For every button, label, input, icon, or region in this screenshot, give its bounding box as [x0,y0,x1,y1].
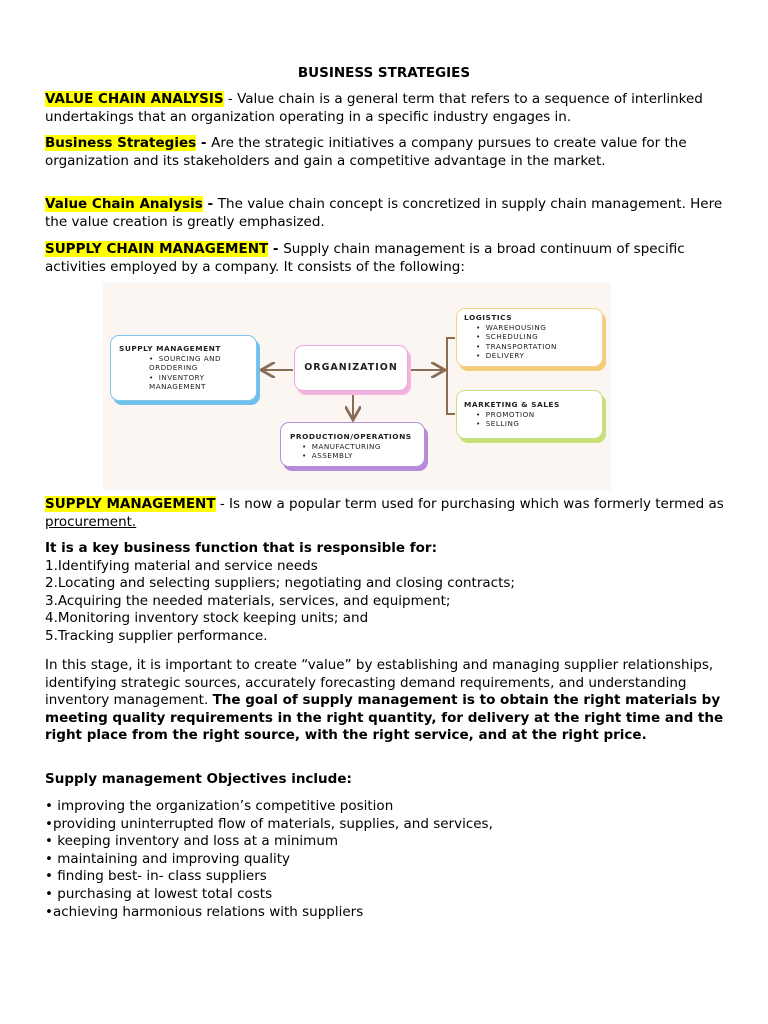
list-item: • finding best- in- class suppliers [45,868,267,885]
definition-dash: - [202,196,218,212]
definition-text: Are the strategic initiatives a company pursues to create value for the organization and its stakeholders and gain a competitive advantage in the market. [45,135,687,169]
definition-text: - Is now a popular term used for purchasing which was formerly termed as [215,496,724,512]
list-item: 3.Acquiring the needed materials, services, and equipment; [45,592,451,609]
stage-paragraph [45,657,735,745]
stage-text: In this stage, it is important to create “value” by establishing and managing supplier relationships, identifying strategic sources, accurately forecasting demand requirements, and understanding inventory management. [45,657,714,709]
list-item: 2.Locating and selecting suppliers; negotiating and closing contracts; [45,575,515,592]
box-item: • ASSEMBLY [302,451,415,461]
box-item: • SELLING [476,419,595,429]
procurement-term: procurement. [45,513,137,530]
value-chain-analysis-definition [45,196,735,231]
box-item: • SOURCING AND ORDDERING [149,354,248,373]
supply-chain-diagram [103,283,611,490]
marketing-sales-box [456,390,603,439]
box-items [464,323,595,361]
list-item: •achieving harmonious relations with suppliers [45,903,364,920]
branch-bracket [447,338,455,414]
logistics-box [456,308,603,367]
list-item: • keeping inventory and loss at a minimum [45,833,339,850]
box-item: • PROMOTION [476,410,595,420]
organization-box: ORGANIZATION [294,345,408,391]
definition-text: The value chain concept is concretized in supply chain management. Here the value creation is greatly emphasized. [45,196,723,230]
stage-goal: The goal of supply management is to obtain the right materials by meeting quality requirements in the right quantity, for delivery at the right time and the right place from the right source, with the right service, and at the right price. [45,692,724,744]
business-strategies-definition [45,135,735,170]
list-item: • maintaining and improving quality [45,850,291,867]
definition-dash: - [196,135,212,151]
box-item: • SCHEDULING [476,332,595,342]
objectives-heading: Supply management Objectives include: [45,771,352,787]
box-items [464,410,595,429]
box-item: • INVENTORY MANAGEMENT [149,373,248,392]
highlighted-term: SUPPLY CHAIN MANAGEMENT [45,241,269,257]
list-item: •providing uninterrupted flow of materials, supplies, and services, [45,815,493,832]
highlighted-term: Business Strategies [45,135,197,151]
supply-management-box [110,335,257,401]
box-heading: PRODUCTION/OPERATIONS [290,432,412,441]
box-heading: SUPPLY MANAGEMENT [119,344,221,353]
value-chain-definition [45,91,735,126]
list-item: • improving the organization’s competitive position [45,798,394,814]
definition-text: Supply chain management is a broad continuum of specific activities employed by a company. It consists of the following: [45,241,685,275]
definition-dash: - [268,241,284,257]
box-heading: LOGISTICS [464,313,513,322]
production-operations-box [280,422,425,467]
box-items [119,354,248,392]
highlighted-term: Value Chain Analysis [45,196,203,212]
function-list [45,558,735,646]
definition-text: - Value chain is a general term that refers to a sequence of interlinked undertakings that an organization operating in a specific industry engages in. [45,91,703,125]
box-heading: MARKETING & SALES [464,400,560,409]
objectives-list [45,798,735,921]
highlighted-term: SUPPLY MANAGEMENT [45,496,216,512]
list-item: 4.Monitoring inventory stock keeping units; and [45,610,369,627]
list-item: 5.Tracking supplier performance. [45,627,268,644]
box-item: • DELIVERY [476,351,595,361]
document-title: BUSINESS STRATEGIES [297,65,471,81]
box-items [290,442,415,461]
list-item: 1.Identifying material and service needs [45,557,318,574]
box-item: • WAREHOUSING [476,323,595,333]
highlighted-term: VALUE CHAIN ANALYSIS [45,91,224,107]
box-item: • TRANSPORTATION [476,342,595,352]
box-item: • MANUFACTURING [302,442,415,452]
list-item: • purchasing at lowest total costs [45,885,273,902]
key-function-heading: It is a key business function that is responsible for: [45,540,437,556]
supply-management-definition [45,496,735,531]
supply-chain-definition [45,241,735,276]
